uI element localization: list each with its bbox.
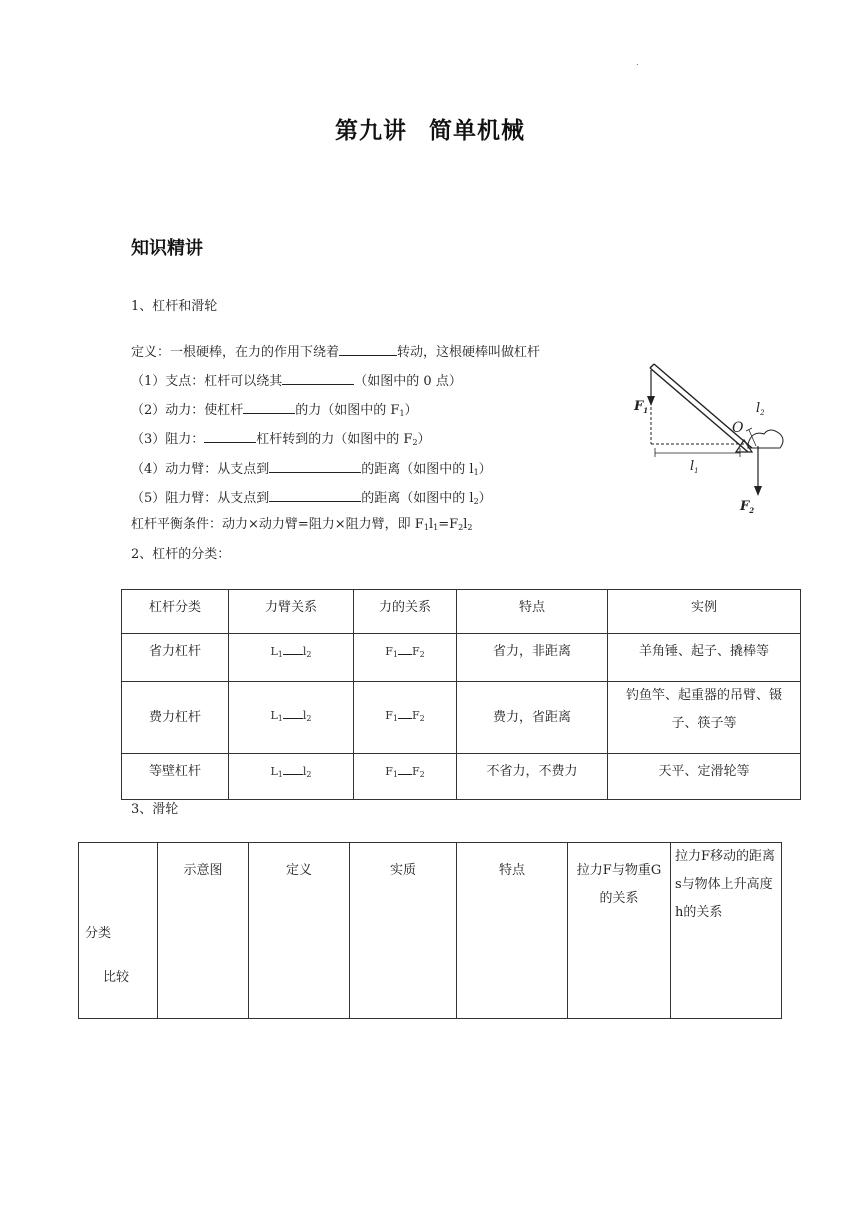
table-row: 费力杠杆 $L_1$ $l_2$ $F_1$ $F_2$ 费力，省距离 钓鱼竿、起重器的吊臂、镊子、筷子等 xyxy=(122,682,801,754)
svg-text:F2: $F_2$ xyxy=(740,499,755,515)
lever-item-fulcrum: （1）支点：杠杆可以绕其 （如图中的 0 点） xyxy=(131,370,462,391)
svg-text:l1: $l_1$ xyxy=(690,459,699,475)
table-header-cell: 示意图 xyxy=(158,843,249,1019)
table-header-cell: 实质 xyxy=(350,843,457,1019)
table-header-row xyxy=(122,590,801,634)
lever-item-effort-arm: （4）动力臂：从支点到 的距离（如图中的 $l_1$） xyxy=(131,458,492,482)
lever-classification-table xyxy=(121,589,801,800)
pulley-heading: 3、滑轮 xyxy=(131,802,179,817)
corner-cell: 分类 比较 xyxy=(79,843,158,1019)
table-header-cell: 特点 xyxy=(457,590,608,634)
table-header-cell: 实例 xyxy=(608,590,801,634)
blank xyxy=(339,341,397,356)
table-header-cell: 拉力F与物重G的关系 xyxy=(568,843,671,1019)
table-header-row xyxy=(79,843,782,1019)
page-title xyxy=(0,112,860,145)
lever-definition: 定义：一根硬棒，在力的作用下绕着 转动，这根硬棒叫做杠杆 xyxy=(131,341,540,362)
lever-item-resistance: （3）阻力： 杠杆转到的力（如图中的 $F_2$） xyxy=(131,428,431,452)
page-mark: . xyxy=(636,58,639,67)
classification-heading: 2、杠杆的分类： xyxy=(131,547,231,562)
section-heading: 知识精讲 xyxy=(131,238,203,259)
lever-item-effort: （2）动力：使杠杆 的力（如图中的 $F_1$） xyxy=(131,399,418,423)
table-header-cell: 力臂关系 xyxy=(229,590,354,634)
table-header-cell: 杠杆分类 xyxy=(122,590,229,634)
lever-item-resistance-arm: （5）阻力臂：从支点到 的距离（如图中的 $l_2$） xyxy=(131,487,492,511)
svg-text:l2: $l_2$ xyxy=(756,401,765,417)
pulley-table xyxy=(78,842,782,1019)
table-row: 等壁杠杆 $L_1$ $l_2$ $F_1$ $F_2$ 不省力，不费力 天平、定滑轮等 xyxy=(122,754,801,800)
table-header-cell: 力的关系 xyxy=(354,590,457,634)
table-header-cell: 特点 xyxy=(457,843,568,1019)
svg-text:O: O xyxy=(732,420,744,436)
lever-heading: 1、杠杆和滑轮 xyxy=(131,299,218,314)
title-part2: 简单机械 xyxy=(429,118,525,144)
table-row: 省力杠杆 $L_1$ $l_2$ $F_1$ $F_2$ 省力，非距离 羊角锤、起子、撬棒等 xyxy=(122,634,801,682)
title-part1: 第九讲 xyxy=(335,118,407,144)
table-header-cell: 拉力F移动的距离s与物体上升高度h的关系 xyxy=(671,843,782,1019)
svg-text:F1: $F_1$ xyxy=(634,399,649,415)
table-header-cell: 定义 xyxy=(249,843,350,1019)
lever-diagram xyxy=(630,360,790,520)
lever-balance-condition: 杠杆平衡条件：动力×动力臂=阻力×阻力臂，即 $F_1l_1=F_2l_2$ xyxy=(131,517,473,532)
